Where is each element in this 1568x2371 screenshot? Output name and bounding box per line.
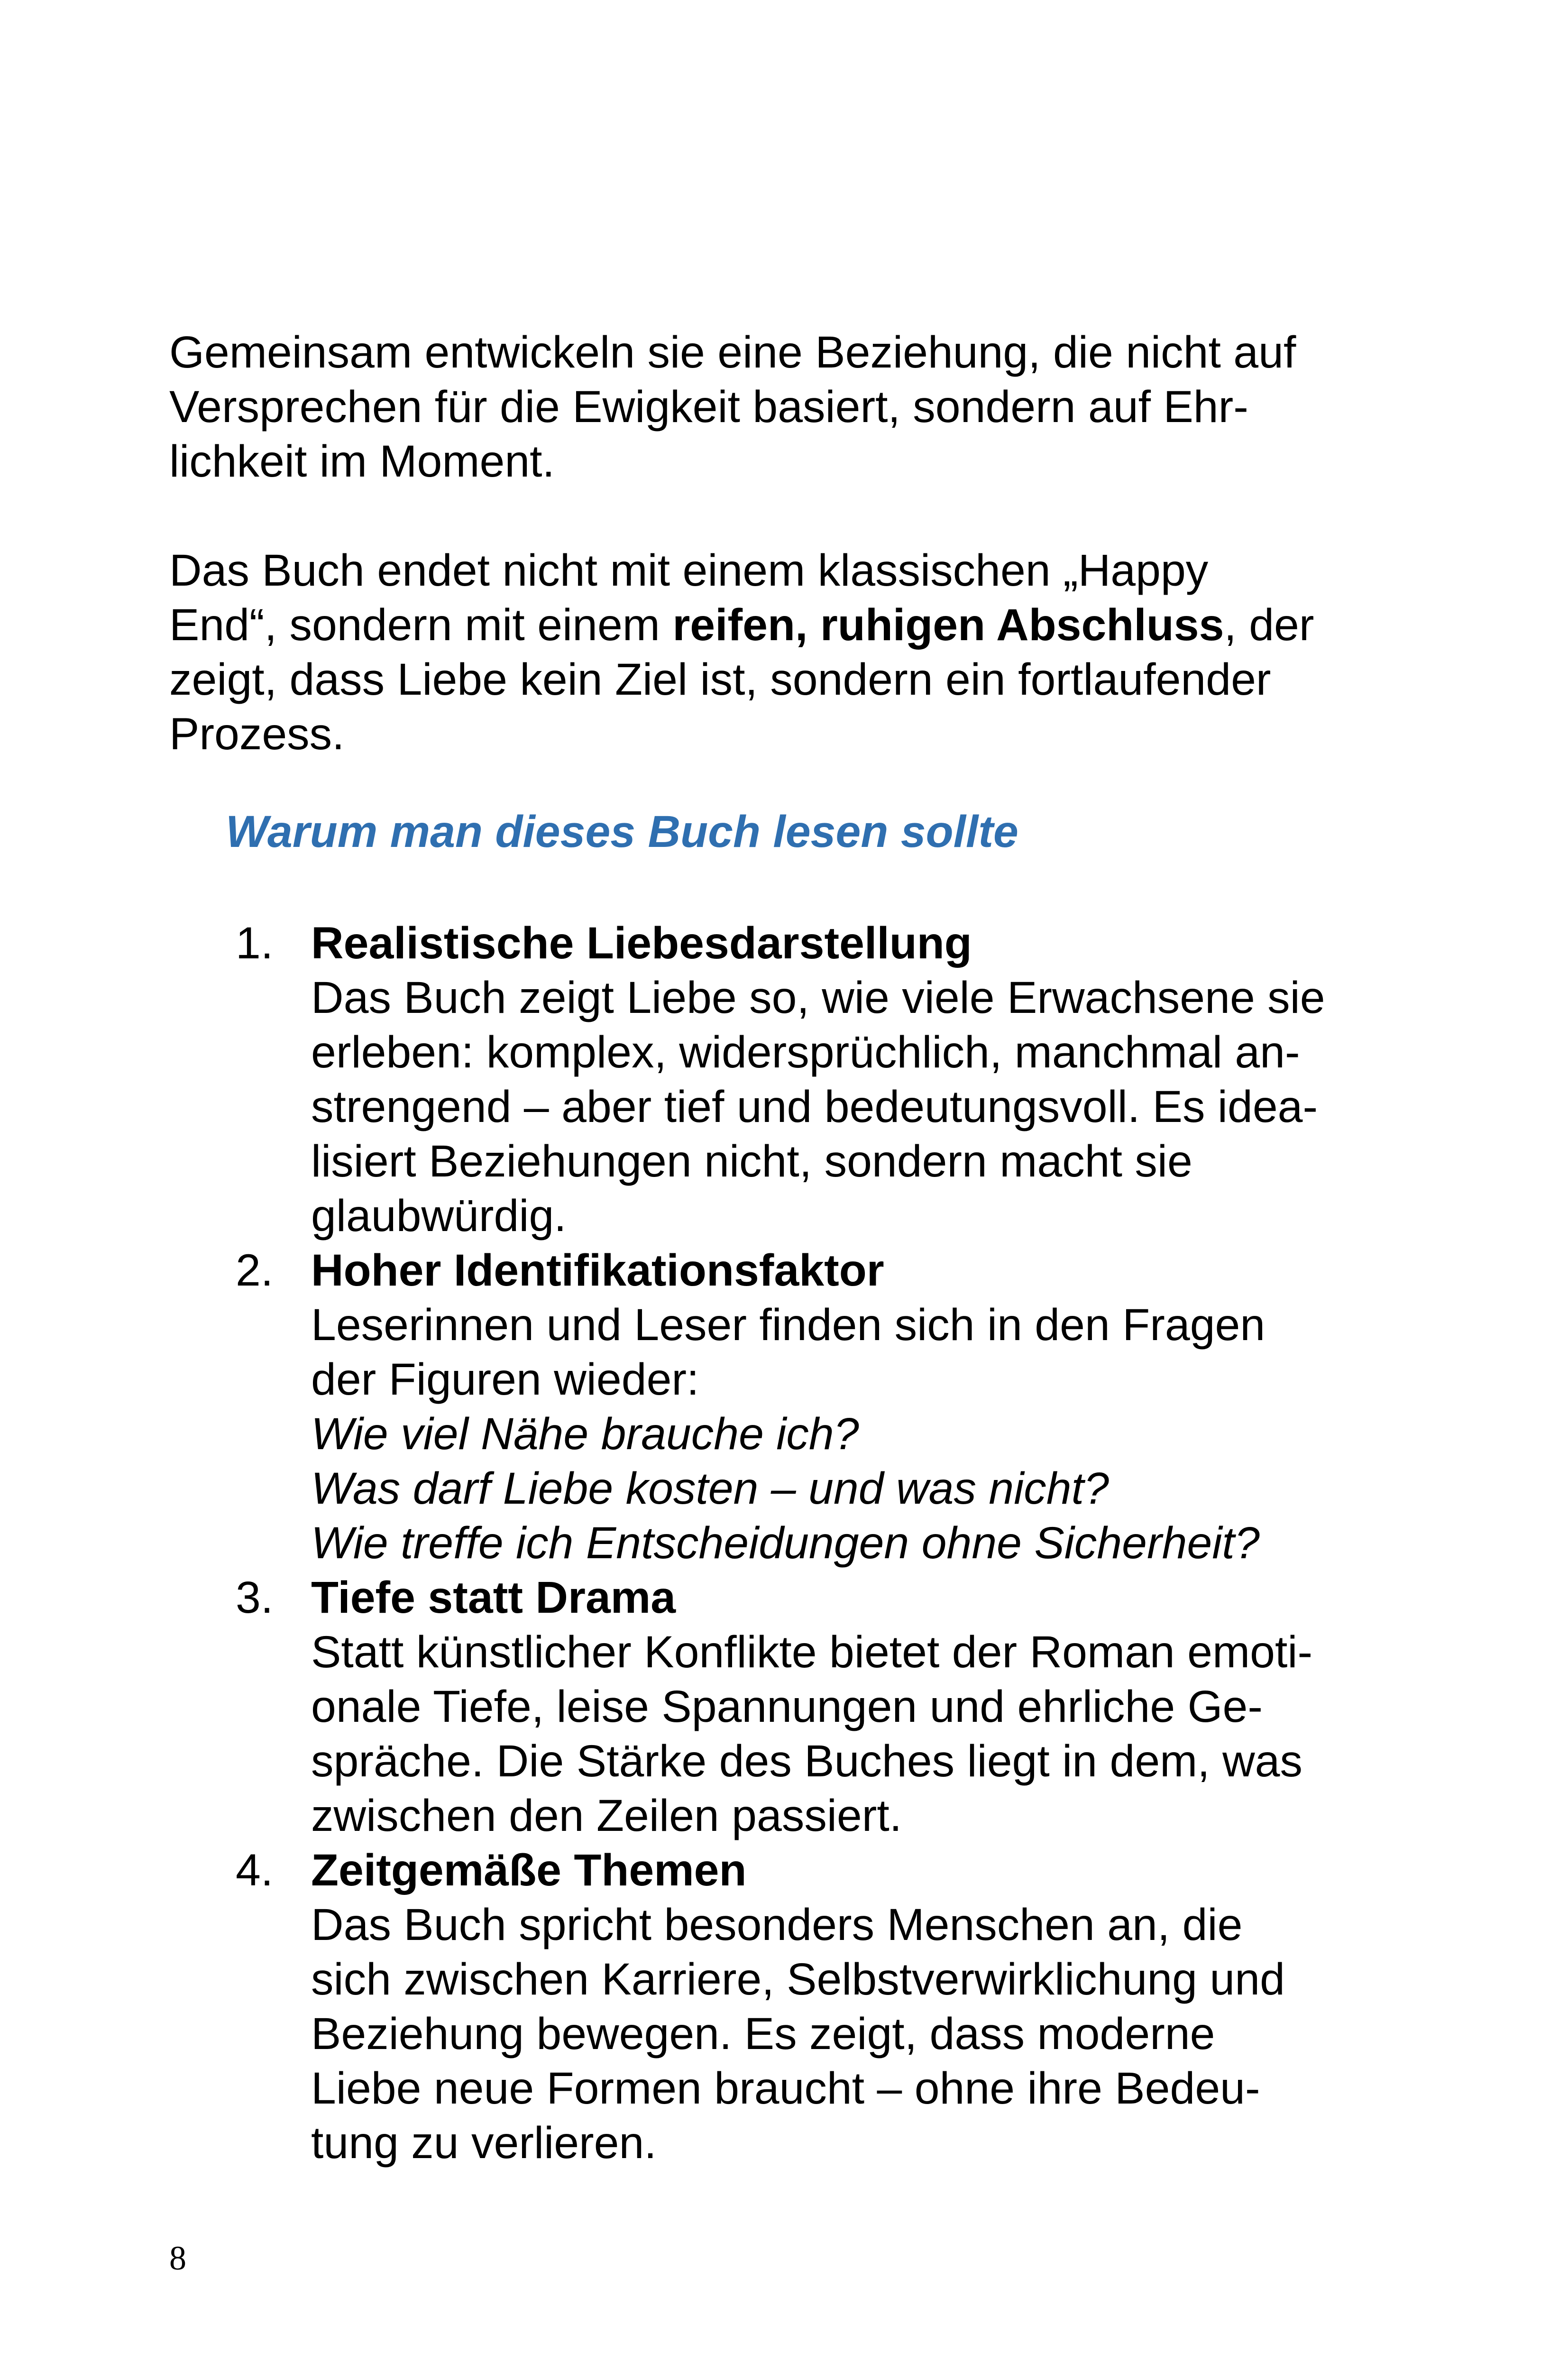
- item-title: Tiefe statt Drama: [311, 1572, 676, 1623]
- bold-phrase: reifen, ruhigen Abschluss: [672, 600, 1224, 650]
- list-number: 4.: [236, 1845, 274, 1895]
- item-title: Zeitgemäße Themen: [311, 1845, 747, 1895]
- list-item: [0, 1243, 1568, 1571]
- text-line: onale Tiefe, leise Spannungen und ehrliche Ge-: [311, 1682, 1263, 1732]
- list-item: [0, 1571, 1568, 1843]
- text-line: der Figuren wieder:: [311, 1354, 699, 1405]
- list-number: 3.: [236, 1572, 274, 1623]
- text-line: Das Buch spricht besonders Menschen an, die: [311, 1900, 1243, 1950]
- item-title: Hoher Identifikationsfaktor: [311, 1245, 884, 1296]
- section-heading: Warum man dieses Buch lesen sollte: [226, 807, 1018, 857]
- text-segment: End“, sondern mit einem: [169, 600, 673, 650]
- reasons-list: [0, 916, 1568, 2170]
- text-line: Gemeinsam entwickeln sie eine Beziehung, die nicht auf: [169, 327, 1296, 377]
- text-line: Statt künstlicher Konflikte bietet der Roman emoti-: [311, 1627, 1313, 1677]
- text-line: Versprechen für die Ewigkeit basiert, sondern auf Ehr-: [169, 382, 1248, 432]
- question-line: Wie viel Nähe brauche ich?: [311, 1409, 859, 1459]
- page-number: 8: [169, 2239, 186, 2277]
- text-line: Prozess.: [169, 709, 345, 759]
- text-line: sich zwischen Karriere, Selbstverwirklichung und: [311, 1954, 1285, 2004]
- question-line: Was darf Liebe kosten – und was nicht?: [311, 1463, 1109, 1514]
- paragraph-relationship: [169, 325, 1402, 489]
- list-number: 2.: [236, 1245, 274, 1296]
- text-line: Liebe neue Formen braucht – ohne ihre Bedeu-: [311, 2063, 1260, 2114]
- text-line: Das Buch zeigt Liebe so, wie viele Erwachsene sie: [311, 973, 1325, 1023]
- text-line: [169, 598, 1402, 652]
- text-line: zeigt, dass Liebe kein Ziel ist, sondern ein fortlaufender: [169, 654, 1271, 705]
- text-line: Beziehung bewegen. Es zeigt, dass moderne: [311, 2009, 1215, 2059]
- text-line: lisiert Beziehungen nicht, sondern macht sie: [311, 1136, 1192, 1186]
- paragraph-ending: [169, 543, 1402, 762]
- list-item: [0, 916, 1568, 1243]
- text-line: tung zu verlieren.: [311, 2118, 657, 2168]
- text-segment: , der: [1224, 600, 1314, 650]
- text-line: zwischen den Zeilen passiert.: [311, 1791, 902, 1841]
- text-line: Leserinnen und Leser finden sich in den Fragen: [311, 1300, 1265, 1350]
- question-line: Wie treffe ich Entscheidungen ohne Sicherheit?: [311, 1518, 1260, 1568]
- text-line: glaubwürdig.: [311, 1191, 567, 1241]
- item-title: Realistische Liebesdarstellung: [311, 918, 972, 968]
- list-item: [0, 1843, 1568, 2170]
- text-line: erleben: komplex, widersprüchlich, manchmal an-: [311, 1027, 1300, 1077]
- text-line: lichkeit im Moment.: [169, 436, 555, 487]
- text-line: strengend – aber tief und bedeutungsvoll. Es idea-: [311, 1082, 1318, 1132]
- list-number: 1.: [236, 918, 274, 968]
- text-line: Das Buch endet nicht mit einem klassischen „Happy: [169, 545, 1209, 596]
- text-line: spräche. Die Stärke des Buches liegt in dem, was: [311, 1736, 1303, 1786]
